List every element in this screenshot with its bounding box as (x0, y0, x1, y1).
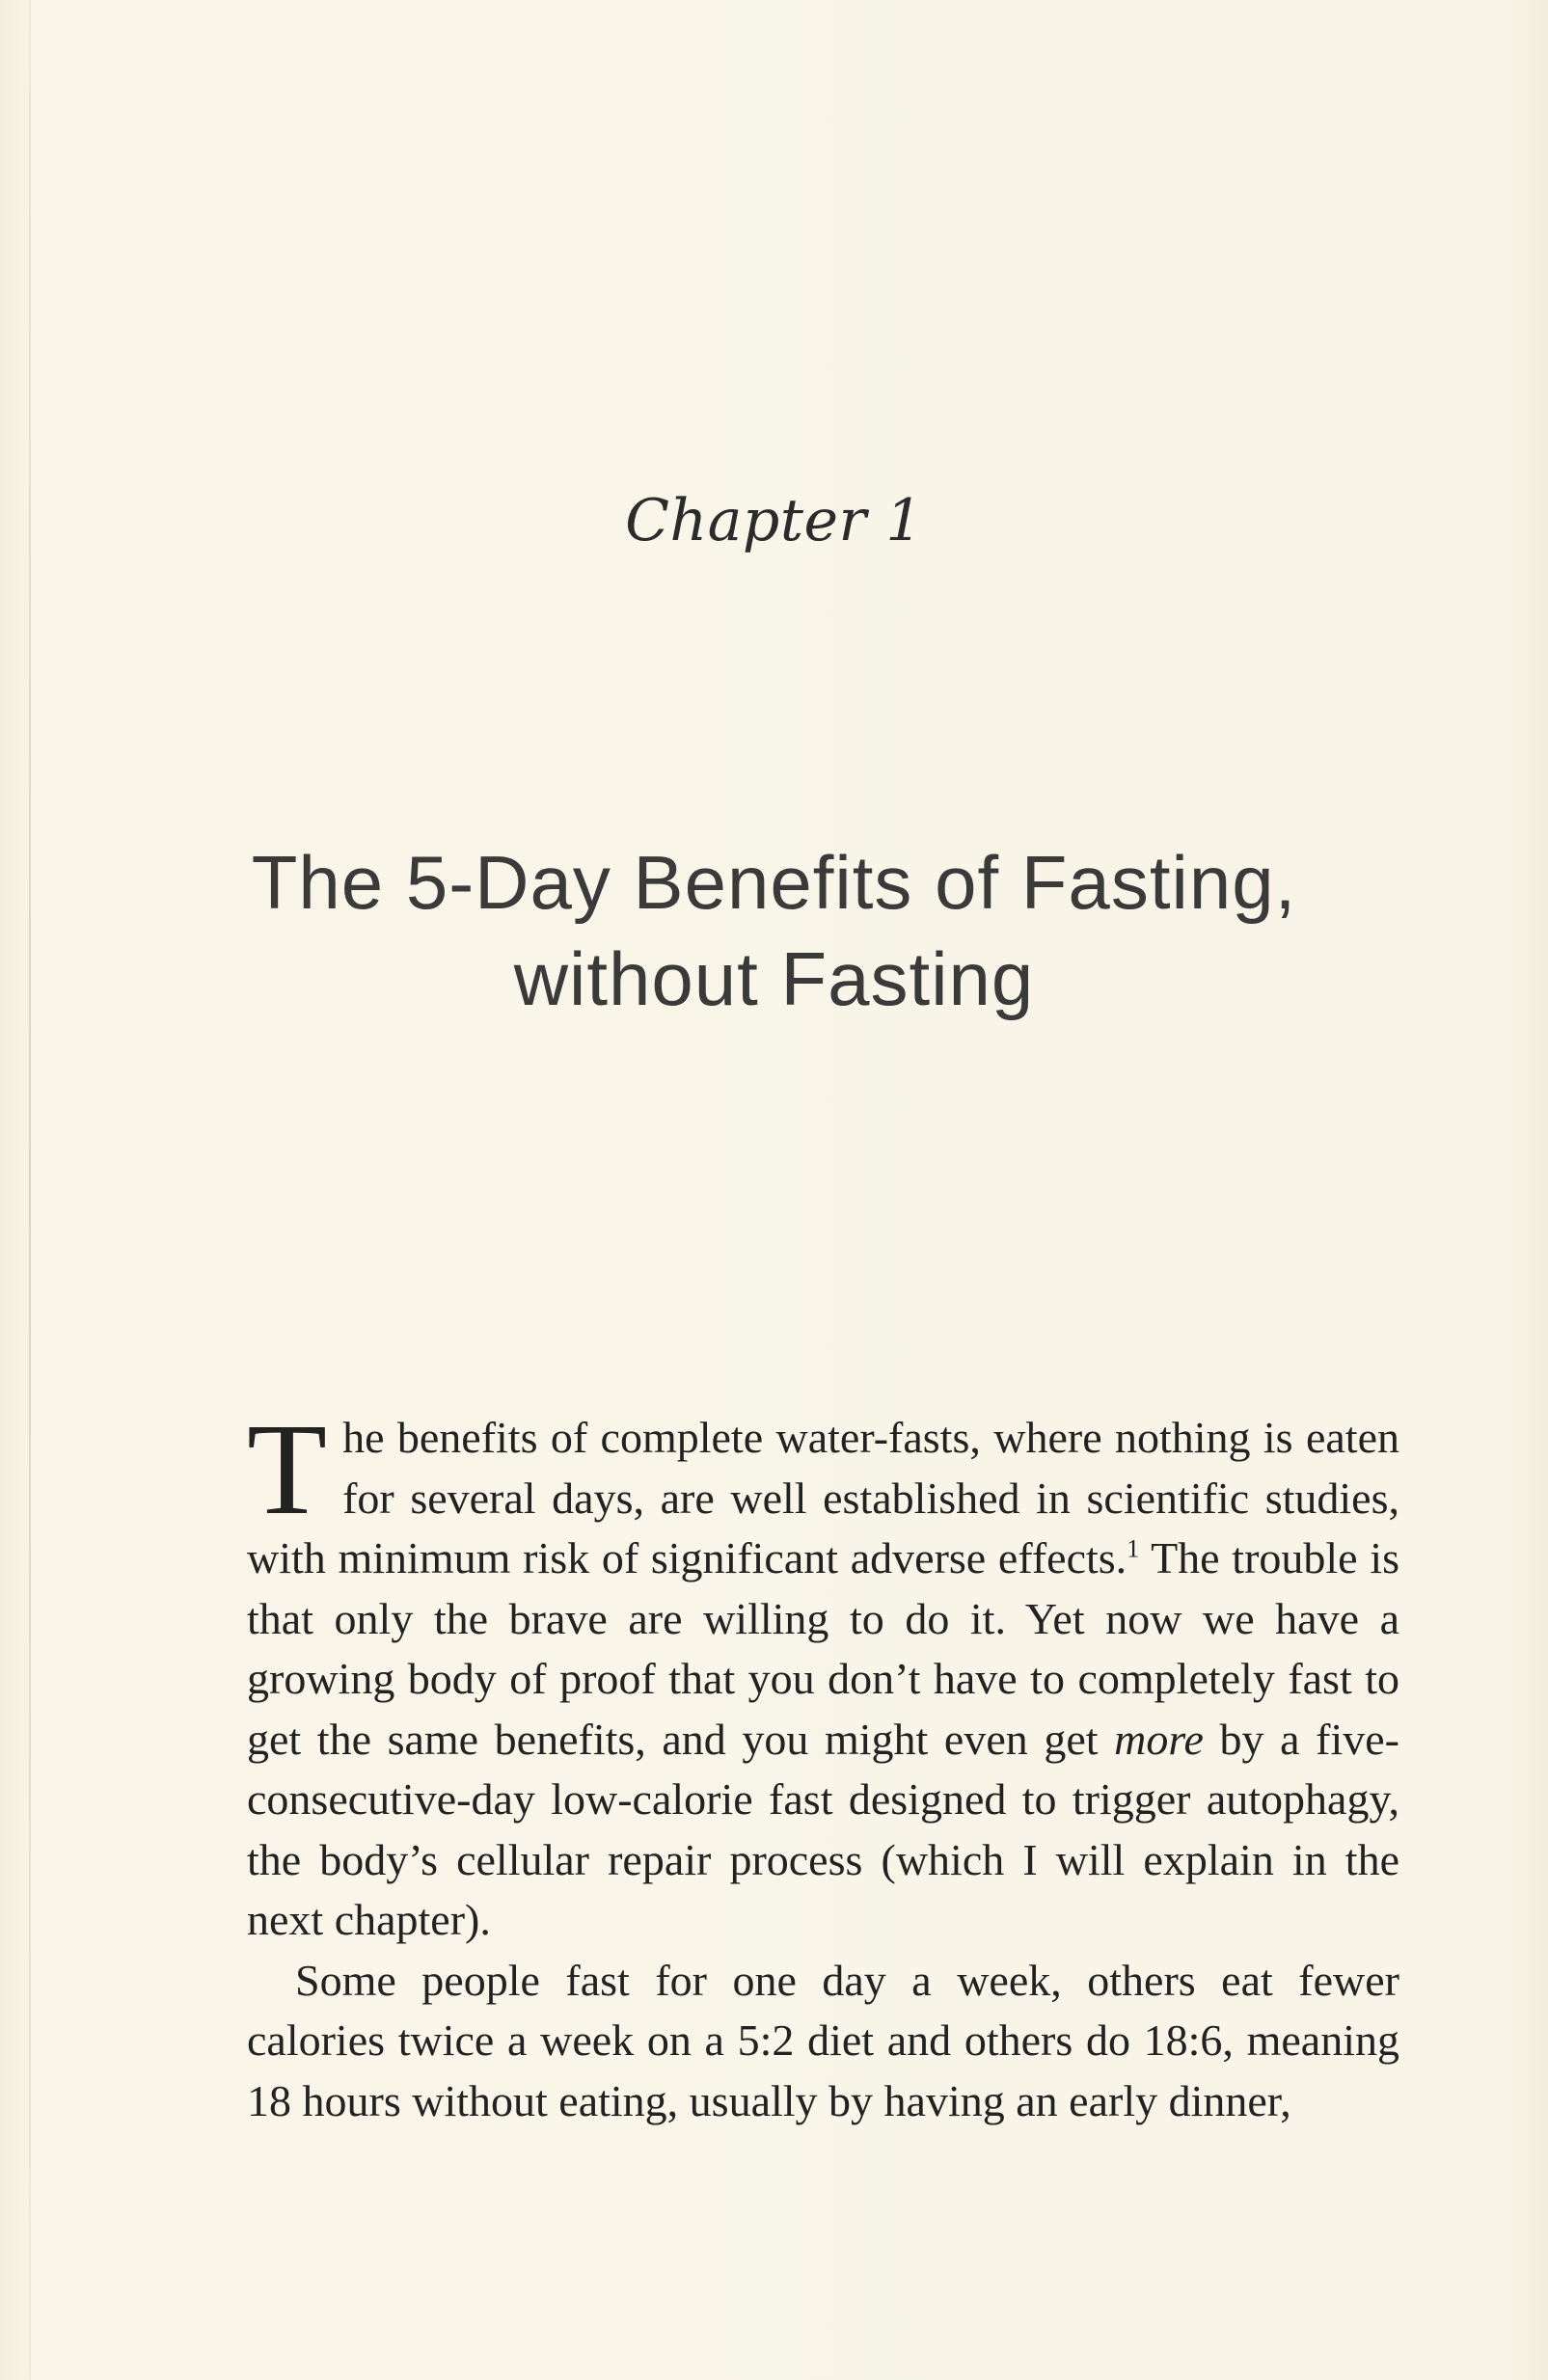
emphasis-text: more (1114, 1714, 1204, 1764)
footnote-marker: 1 (1127, 1534, 1140, 1563)
body-text (247, 1397, 1399, 2131)
chapter-title (0, 834, 1548, 1027)
paragraph-2: Some people fast for one day a week, others eat fewer calories twice a week on a 5:2 diet and others do 18:6, meaning 18 hours without eating, usually by having an early dinner, (247, 1955, 1399, 2125)
paragraph-1-text-a: he benefits of complete water-fasts, where nothing is eaten for several days, are well established in scientific studies, with minimum risk of significant adverse effects. (247, 1413, 1399, 1582)
chapter-label: Chapter 1 (625, 487, 923, 554)
drop-cap: T (247, 1397, 328, 1542)
chapter-title-line-2: without Fasting (513, 936, 1035, 1021)
paragraph-1 (247, 1397, 1399, 1951)
page-binding-edge (29, 0, 31, 2380)
chapter-title-line-1: The 5-Day Benefits of Fasting, (251, 840, 1297, 925)
paragraph-1-text-c: by a five-consecutive-day low-calorie fast designed to trigger autophagy, the body’s cellular repair process (which I will explain in the next chapter). (247, 1714, 1399, 1944)
paragraph-1-text-b: The trouble is that only the brave are willing to do it. Yet now we have a growing body of proof that you don’t have to completely fast to get the same benefits, and you might even get (247, 1533, 1399, 1764)
